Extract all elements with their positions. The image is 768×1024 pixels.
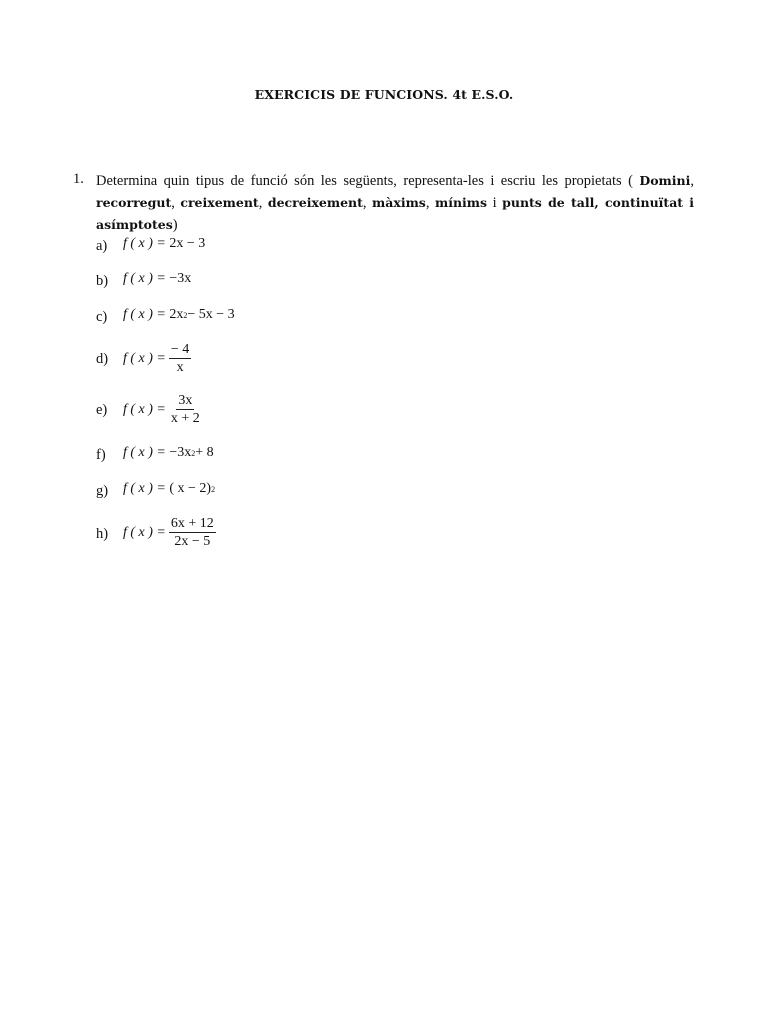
formula-lhs: f ( x ) = xyxy=(123,401,166,417)
item-label: e) xyxy=(96,402,108,418)
term-creixement: creixement xyxy=(180,195,259,210)
separator: , xyxy=(171,195,181,211)
item-label: h) xyxy=(96,526,109,542)
term-maxims: màxims xyxy=(372,195,426,210)
separator: ) xyxy=(172,217,178,233)
formula-exponent: 2 xyxy=(183,310,188,320)
item-a xyxy=(96,236,396,276)
formula-expr: 2x xyxy=(169,307,184,322)
formula-e xyxy=(123,393,202,426)
fraction-denominator: x xyxy=(176,360,184,375)
separator: , xyxy=(690,173,694,189)
question-number: 1. xyxy=(73,171,84,187)
fraction-denominator: 2x − 5 xyxy=(174,534,211,549)
fraction xyxy=(169,393,202,426)
question-intro: Determina quin tipus de funció són les següents, representa-les i escriu les propietats ( xyxy=(96,173,640,189)
formula-g xyxy=(123,481,215,497)
item-label: c) xyxy=(96,309,108,325)
formula-h xyxy=(123,516,216,549)
formula-a xyxy=(123,236,205,252)
formula-lhs: f ( x ) = xyxy=(123,307,166,322)
term-minims: mínims xyxy=(434,195,488,210)
formula-expr: ( x − 2) xyxy=(169,481,212,496)
formula-lhs: f ( x ) = xyxy=(123,350,166,366)
document-title: EXERCICIS DE FUNCIONS. 4t E.S.O. xyxy=(254,87,514,102)
formula-lhs: f ( x ) = xyxy=(123,524,166,540)
term-domini: Domini xyxy=(639,173,691,188)
fraction-numerator: − 4 xyxy=(170,342,190,357)
item-label: a) xyxy=(96,238,108,254)
formula-expr: −3x xyxy=(169,445,192,460)
formula-exponent: 2 xyxy=(211,484,216,494)
formula-expr: − 5x − 3 xyxy=(187,307,235,322)
fraction-numerator: 6x + 12 xyxy=(170,516,214,531)
separator: , xyxy=(362,195,373,211)
term-punts-de-tall: punts de tall, continuïtat i asímptotes xyxy=(96,195,695,232)
formula-lhs: f ( x ) = xyxy=(123,271,166,286)
separator: , xyxy=(425,195,435,211)
separator: i xyxy=(487,195,503,211)
formula-f xyxy=(123,445,214,461)
item-e xyxy=(96,393,396,433)
item-label: b) xyxy=(96,273,109,289)
item-f xyxy=(96,445,396,485)
item-g xyxy=(96,481,396,521)
formula-d xyxy=(123,342,191,375)
item-h xyxy=(96,516,396,556)
item-label: f) xyxy=(96,447,106,463)
fraction-numerator: 3x xyxy=(178,393,193,408)
item-d xyxy=(96,340,396,380)
formula-expr: −3x xyxy=(169,271,192,286)
formula-expr: + 8 xyxy=(195,445,214,460)
fraction xyxy=(169,516,216,549)
item-b xyxy=(96,271,396,311)
formula-lhs: f ( x ) = xyxy=(123,236,166,251)
formula-c xyxy=(123,307,235,323)
term-recorregut: recorregut xyxy=(96,195,172,210)
item-label: g) xyxy=(96,483,109,499)
formula-lhs: f ( x ) = xyxy=(123,445,166,460)
formula-lhs: f ( x ) = xyxy=(123,481,166,496)
formula-expr: 2x − 3 xyxy=(169,236,206,251)
term-decreixement: decreixement xyxy=(267,195,363,210)
fraction xyxy=(169,342,191,375)
item-label: d) xyxy=(96,351,109,367)
question-text xyxy=(96,170,694,236)
fraction-denominator: x + 2 xyxy=(170,411,200,426)
formula-b xyxy=(123,271,191,287)
formula-exponent: 2 xyxy=(191,448,196,458)
separator: , xyxy=(258,195,268,211)
